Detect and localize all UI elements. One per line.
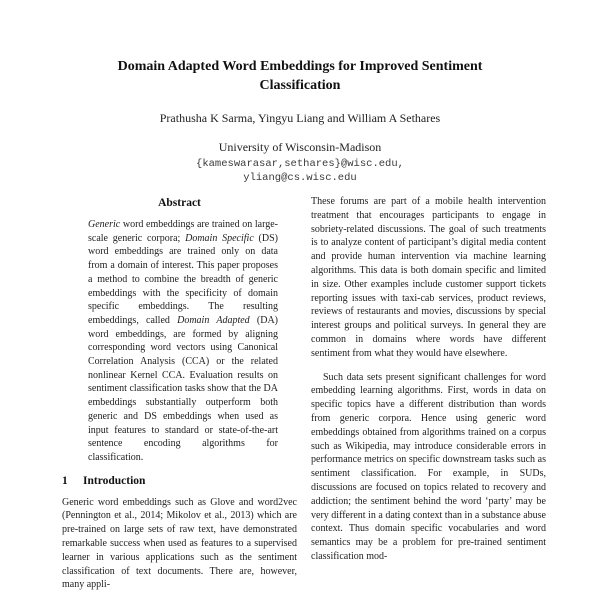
abstract-section — [62, 197, 297, 465]
abstract-text: Generic word embeddings are trained on large-scale generic corpora; Domain Specific (DS) word embeddings are trained only on data from a domain of interest. This paper proposes a method to combine the breadth of generic embeddings with the specificity of domain specific embeddings. The resulting embeddings, called Domain Adapted (DA) word embeddings, are formed by aligning corresponding word vectors using Canonical Correlation Analysis (CCA) or the related nonlinear Kernel CCA. Evaluation results on sentiment classification tasks show that the DA embeddings substantially outperform both generic and DS embeddings when used as input features to standard or state-of-the-art sentence encoding algorithms for classification. — [88, 219, 278, 463]
email-line-2: yliang@cs.wisc.edu — [243, 172, 357, 184]
affiliation: University of Wisconsin-Madison — [218, 140, 382, 154]
two-column-body — [62, 193, 546, 600]
section-title: Introduction — [83, 474, 146, 487]
abstract-heading: Abstract — [158, 197, 201, 209]
body-paragraph-1: These forums are part of a mobile health intervention treatment that encourages participants to engage in sobriety-related discussions. The goal of such treatments is to analyze content of participant’s digital media content and provide human intervention via machine learning algorithms. This data is both domain specific and limited in size. Other examples include customer support tickets reporting issues with taxi-cab services, product reviews, reviews of restaurants and movies, discussions by special interest groups and political surveys. In general they are common in domains where words have different sentiment from what they would have elsewhere. — [311, 196, 546, 359]
section-number: 1 — [62, 474, 68, 487]
author-line: Prathusha K Sarma, Yingyu Liang and William A Sethares — [159, 111, 441, 125]
paper-title: Domain Adapted Word Embeddings for Improved Sentiment Classification — [117, 59, 483, 93]
left-column — [62, 193, 297, 600]
section-heading-introduction — [62, 475, 297, 487]
email-line-1: {kameswarasar,sethares}@wisc.edu, — [196, 158, 404, 170]
introduction-paragraph: Generic word embeddings such as Glove and word2vec (Pennington et al., 2014; Mikolov et al., 2013) which are pre-trained on large sets of raw text, have demonstrated remarkable success when used as features to a supervised learner in various applications such as the sentiment classification of text documents. There are, however, many appli- — [62, 496, 297, 591]
body-paragraph-2: Such data sets present significant challenges for word embedding learning algorithms. First, words in data on specific topics have a different distribution than words from generic corpora. Hence using generic word embeddings obtained from algorithms trained on a corpus such as Wikipedia, may introduce considerable errors in performance metrics on specific downstream tasks such as sentiment classification. For example, in SUDs, discussions are focused on topics related to recovery and addiction; the sentiment behind the word ‘party’ may be very different in a dating context than in a substance abuse context. Thus domain specific vocabularies and word semantics may be a problem for pre-trained sentiment classification mod- — [311, 371, 546, 562]
right-column — [311, 193, 546, 600]
paper-header — [0, 57, 600, 185]
